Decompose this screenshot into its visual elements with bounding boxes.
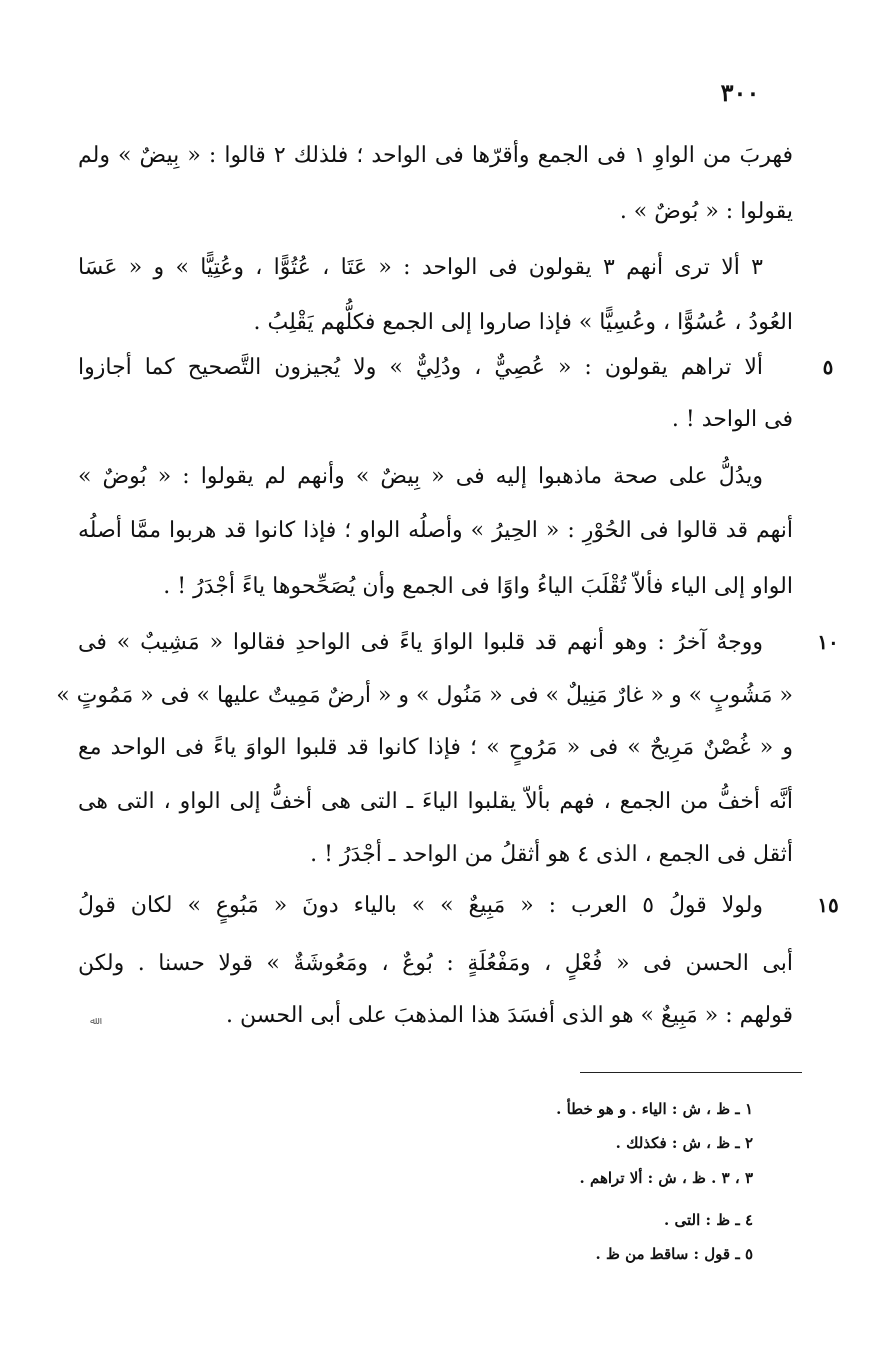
footnote: ٤ ـ ظ : التى . xyxy=(664,1211,753,1229)
text-line: ووجهٌ آخرُ : وهو أنهم قد قلبوا الواوَ ياءً فى الواحدِ فقالوا « مَشِيبٌ » فى xyxy=(78,630,763,655)
footnote-separator xyxy=(580,1072,802,1073)
text-line: يقولوا : « بُوضٌ » . xyxy=(619,199,793,224)
text-line: أبى الحسن فى « فُعْلٍ ، ومَفْعُلَةٍ : بُوعٌ ، ومَعُوشَةٌ » قولا حسنا . ولكن xyxy=(78,951,793,976)
text-line: « مَشُوبٍ » و « غارٌ مَنِيلٌ » فى « مَنُول » و « أرضٌ مَمِيتٌ عليها » فى « مَمُوتٍ » xyxy=(56,683,793,708)
line-number-marker: ١٥ xyxy=(817,893,839,917)
footnote: ٢ ـ ظ ، ش : فكذلك . xyxy=(615,1134,753,1152)
ink-mark: ﷲ xyxy=(90,1016,96,1027)
footnote: ٥ ـ قول : ساقط من ظ . xyxy=(595,1245,753,1263)
text-line: أنَّه أخفُّ من الجمع ، فهم بألاّ يقلبوا الياءَ ـ التى هى أخفُّ إلى الواو ، التى هى xyxy=(78,789,793,814)
text-line: الواو إلى الياء فألاّ تُقْلَبَ الياءُ واوًا فى الجمع وأن يُصَحِّحوها ياءً أجْدَرُ ! . xyxy=(163,574,793,599)
text-line: ٣ ألا ترى أنهم ٣ يقولون فى الواحد : « عَتَا ، عُتُوًّا ، وعُتِيًّا » و « عَسَا xyxy=(78,255,763,280)
text-line: ولولا قولُ ٥ العرب : « مَبِيعٌ » » بالياء دونَ « مَبُوعٍ » لكان قولُ xyxy=(78,893,763,918)
text-line: فى الواحد ! . xyxy=(671,407,793,432)
page-number: ٣٠٠ xyxy=(720,78,760,107)
text-line: العُودُ ، عُسُوًّا ، وعُسِيًّا » فإذا صاروا إلى الجمع فكلُّهم يَقْلِبُ . xyxy=(253,310,793,335)
text-line: و « غُصْنٌ مَرِيحٌ » فى « مَرُوحٍ » ؛ فإذا كانوا قد قلبوا الواوَ ياءً فى الواحد مع xyxy=(78,735,793,760)
text-line: ألا تراهم يقولون : « عُصِيٌّ ، ودُلِيٌّ » ولا يُجيزون التَّصحيح كما أجازوا xyxy=(78,355,763,380)
text-line: قولهم : « مَبِيعٌ » هو الذى أفسَدَ هذا المذهبَ على أبى الحسن . xyxy=(226,1003,793,1028)
text-line: ويدُلُّ على صحة ماذهبوا إليه فى « بِيضٌ » وأنهم لم يقولوا : « بُوضٌ » xyxy=(78,464,763,489)
text-line: أنهم قد قالوا فى الحُوْرِ : « الحِيرُ » وأصلُه الواو ؛ فإذا كانوا قد هربوا ممَّا أصلُه xyxy=(78,518,793,543)
text-line: أثقل فى الجمع ، الذى ٤ هو أثقلُ من الواحد ـ أجْدَرُ ! . xyxy=(310,842,793,867)
line-number-marker: ٥ xyxy=(822,355,834,379)
footnote: ١ ـ ظ ، ش : الياء . و هو خطأ . xyxy=(556,1100,753,1118)
text-line: فهربَ من الواوِ ١ فى الجمع وأقرّها فى الواحد ؛ فلذلك ٢ قالوا : « بِيضٌ » ولم xyxy=(78,143,794,168)
footnote: ٣ ، ٣ . ظ ، ش : ألا تراهم . xyxy=(579,1169,753,1187)
line-number-marker: ١٠ xyxy=(817,630,839,654)
